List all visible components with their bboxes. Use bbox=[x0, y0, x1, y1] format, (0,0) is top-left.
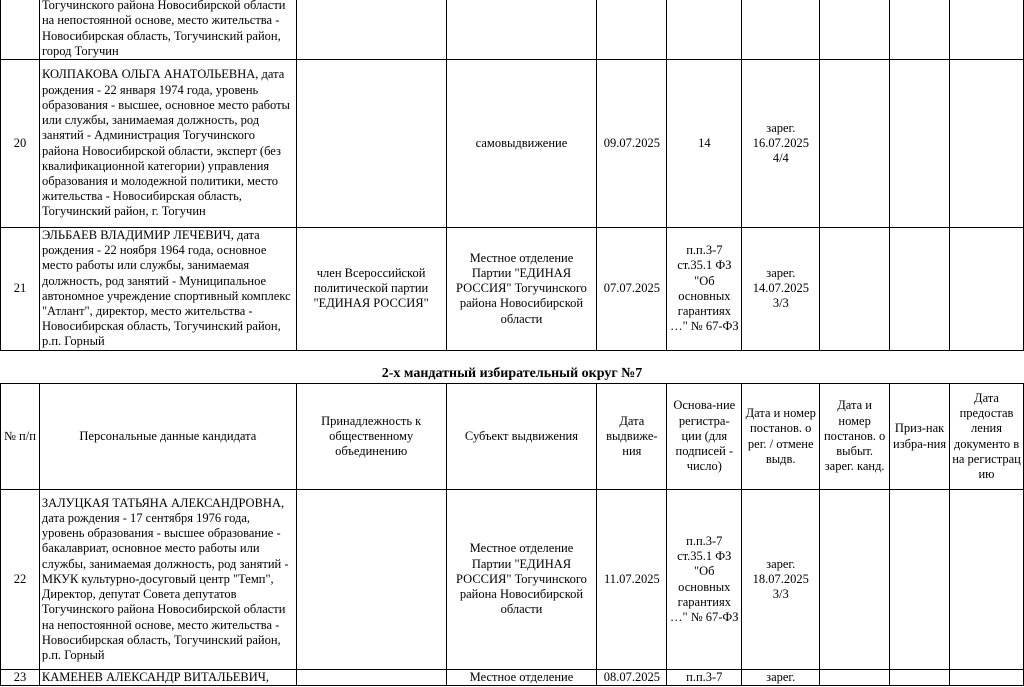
registration-decision: зарег. 16.07.2025 4/4 bbox=[742, 60, 820, 228]
withdrawal-decision bbox=[820, 60, 890, 228]
district-heading: 2-х мандатный избирательный округ №7 bbox=[381, 366, 643, 381]
candidate-affiliation: член Всероссийской политической партии "ЕДИНАЯ РОССИЯ" bbox=[296, 228, 446, 351]
header-affiliation: Принадлежность к общественному объединению bbox=[296, 384, 446, 490]
candidate-personal-data: ЭЛЬБАЕВ ВЛАДИМИР ЛЕЧЕВИЧ, дата рождения - 22 ноября 1964 года, основное место работы или службы, занимаемая должность, род занятий - Муниципальное автономное учреждение спортивный комплекс "Атлант", директор, место жительства - Новосибирская область, Тогучинский район, р.п. Горный bbox=[39, 228, 296, 351]
registration-basis: 14 bbox=[667, 60, 742, 228]
registration-decision: зарег. 18.07.2025 3/3 bbox=[742, 490, 820, 670]
nomination-date: 08.07.2025 bbox=[597, 670, 667, 686]
header-withdrawal-decision: Дата и номер постанов. о выбыт. зарег. канд. bbox=[820, 384, 890, 490]
registration-basis: п.п.3-7 bbox=[667, 670, 742, 686]
withdrawal-decision bbox=[820, 670, 890, 686]
election-mark bbox=[890, 490, 950, 670]
candidate-affiliation bbox=[296, 60, 446, 228]
header-registration-basis: Основа-ние регистра-ции (для подписей - число) bbox=[667, 384, 742, 490]
row-number: 22 bbox=[1, 490, 40, 670]
nomination-date: 11.07.2025 bbox=[597, 490, 667, 670]
candidate-personal-data: ЗАЛУЦКАЯ ТАТЬЯНА АЛЕКСАНДРОВНА, дата рождения - 17 сентября 1976 года, уровень образования - высшее образование - бакалавриат, основное место работы или службы, занимаемая должность, род занятий - МКУК культурно-досуговый центр "Темп", Директор, депутат Совета депутатов Тогучинского района Новосибирской области на непостоянной основе, место жительства - Новосибирская область, Тогучинский район, р.п. Горный bbox=[39, 490, 296, 670]
registration-basis bbox=[667, 0, 742, 60]
row-number: 23 bbox=[1, 670, 40, 686]
candidate-personal-data: КАМЕНЕВ АЛЕКСАНДР ВИТАЛЬЕВИЧ, bbox=[39, 670, 296, 686]
row-number bbox=[1, 0, 40, 60]
table-row bbox=[1, 670, 1024, 686]
withdrawal-decision bbox=[820, 228, 890, 351]
documents-date bbox=[950, 670, 1024, 686]
header-personal-data: Персональные данные кандидата bbox=[39, 384, 296, 490]
table-header-row bbox=[1, 384, 1024, 490]
documents-date bbox=[950, 0, 1024, 60]
registration-decision: зарег. bbox=[742, 670, 820, 686]
candidates-table-district-7 bbox=[0, 383, 1024, 686]
election-mark bbox=[890, 0, 950, 60]
election-mark bbox=[890, 228, 950, 351]
row-number: 20 bbox=[1, 60, 40, 228]
header-subject: Субъект выдвижения bbox=[446, 384, 597, 490]
registration-basis: п.п.3-7 ст.35.1 ФЗ "Об основных гарантиях …" № 67-ФЗ bbox=[667, 490, 742, 670]
header-date: Дата выдвиже-ния bbox=[597, 384, 667, 490]
table-row bbox=[1, 228, 1024, 351]
registration-decision bbox=[742, 0, 820, 60]
candidate-personal-data: Тогучинского района Новосибирской области на непостоянной основе, место жительства - Новосибирская область, Тогучинский район, город Тогучин bbox=[39, 0, 296, 60]
candidate-personal-data: КОЛПАКОВА ОЛЬГА АНАТОЛЬЕВНА, дата рождения - 22 января 1974 года, уровень образования - высшее, основное место работы или службы, занимаемая должность, род занятий - Администрация Тогучинского района Новосибирской области, эксперт (без квалификационной категории) управления образования и молодежной политики, место жительства - Новосибирская область, Тогучинский район, г. Тогучин bbox=[39, 60, 296, 228]
header-registration-decision: Дата и номер постанов. о рег. / отмене выдв. bbox=[742, 384, 820, 490]
header-documents-date: Дата предостав ления документо в на регистрац ию bbox=[950, 384, 1024, 490]
withdrawal-decision bbox=[820, 490, 890, 670]
header-number: № п/п bbox=[1, 384, 40, 490]
registration-decision: зарег. 14.07.2025 3/3 bbox=[742, 228, 820, 351]
withdrawal-decision bbox=[820, 0, 890, 60]
nomination-date bbox=[597, 0, 667, 60]
documents-date bbox=[950, 490, 1024, 670]
election-mark bbox=[890, 60, 950, 228]
registration-basis: п.п.3-7 ст.35.1 ФЗ "Об основных гарантиях …" № 67-ФЗ bbox=[667, 228, 742, 351]
nomination-subject: Местное отделение Партии "ЕДИНАЯ РОССИЯ" Тогучинского района Новосибирской области bbox=[446, 228, 597, 351]
nomination-subject: Местное отделение Партии "ЕДИНАЯ РОССИЯ" Тогучинского района Новосибирской области bbox=[446, 490, 597, 670]
candidate-affiliation bbox=[296, 490, 446, 670]
table-row bbox=[1, 490, 1024, 670]
candidate-affiliation bbox=[296, 670, 446, 686]
nomination-date: 07.07.2025 bbox=[597, 228, 667, 351]
row-number: 21 bbox=[1, 228, 40, 351]
table-row bbox=[1, 60, 1024, 228]
header-election-mark: Приз-нак избра-ния bbox=[890, 384, 950, 490]
nomination-subject: Местное отделение bbox=[446, 670, 597, 686]
nomination-subject: самовыдвижение bbox=[446, 60, 597, 228]
table-row bbox=[1, 0, 1024, 60]
election-mark bbox=[890, 670, 950, 686]
nomination-date: 09.07.2025 bbox=[597, 60, 667, 228]
documents-date bbox=[950, 60, 1024, 228]
nomination-subject bbox=[446, 0, 597, 60]
documents-date bbox=[950, 228, 1024, 351]
candidate-affiliation bbox=[296, 0, 446, 60]
